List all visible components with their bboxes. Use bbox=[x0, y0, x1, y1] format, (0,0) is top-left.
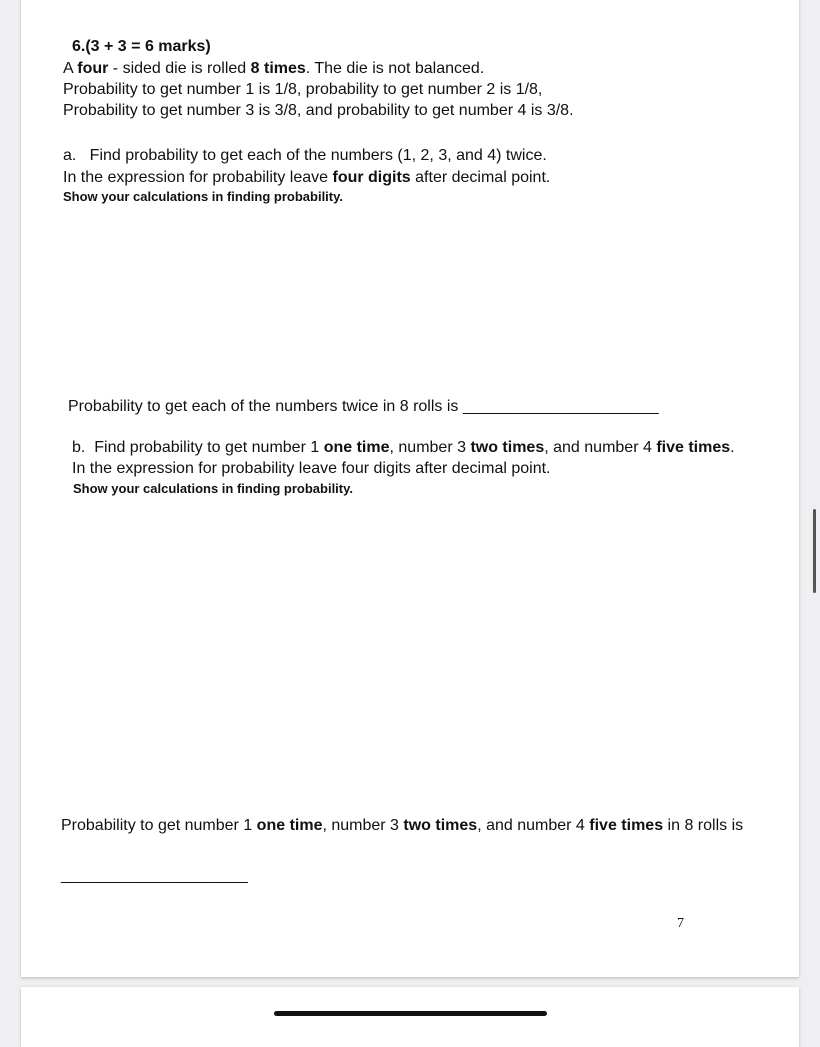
part-a-answer: Probability to get each of the numbers twice in 8 rolls is ______________________ bbox=[68, 398, 659, 415]
part-a-answer-blank: ______________________ bbox=[462, 398, 659, 415]
part-b-answer: Probability to get number 1 one time, number 3 two times, and number 4 five times in 8 rolls is bbox=[61, 817, 744, 834]
part-b-question: b. Find probability to get number 1 one time, number 3 two times, and number 4 five times. bbox=[72, 439, 735, 456]
part-a-question: a. Find probability to get each of the numbers (1, 2, 3, and 4) twice. bbox=[63, 147, 547, 164]
part-b-instruction: In the expression for probability leave four digits after decimal point. bbox=[72, 460, 551, 477]
part-a-instruction: In the expression for probability leave four digits after decimal point. bbox=[63, 169, 551, 186]
question-title: 6.(3 + 3 = 6 marks) bbox=[72, 38, 211, 55]
part-b-answer-blank: _____________________ bbox=[61, 867, 248, 884]
probability-line-2: Probability to get number 3 is 3/8, and probability to get number 4 is 3/8. bbox=[63, 102, 574, 119]
part-a-note: Show your calculations in finding probability. bbox=[63, 189, 343, 204]
probability-line-1: Probability to get number 1 is 1/8, probability to get number 2 is 1/8, bbox=[63, 81, 543, 98]
next-document-page bbox=[21, 987, 799, 1047]
question-intro: A four - sided die is rolled 8 times. The die is not balanced. bbox=[63, 60, 485, 77]
part-b-note: Show your calculations in finding probability. bbox=[73, 481, 353, 496]
page-number: 7 bbox=[677, 916, 684, 931]
scrollbar[interactable] bbox=[813, 509, 816, 593]
home-indicator[interactable] bbox=[274, 1011, 547, 1016]
